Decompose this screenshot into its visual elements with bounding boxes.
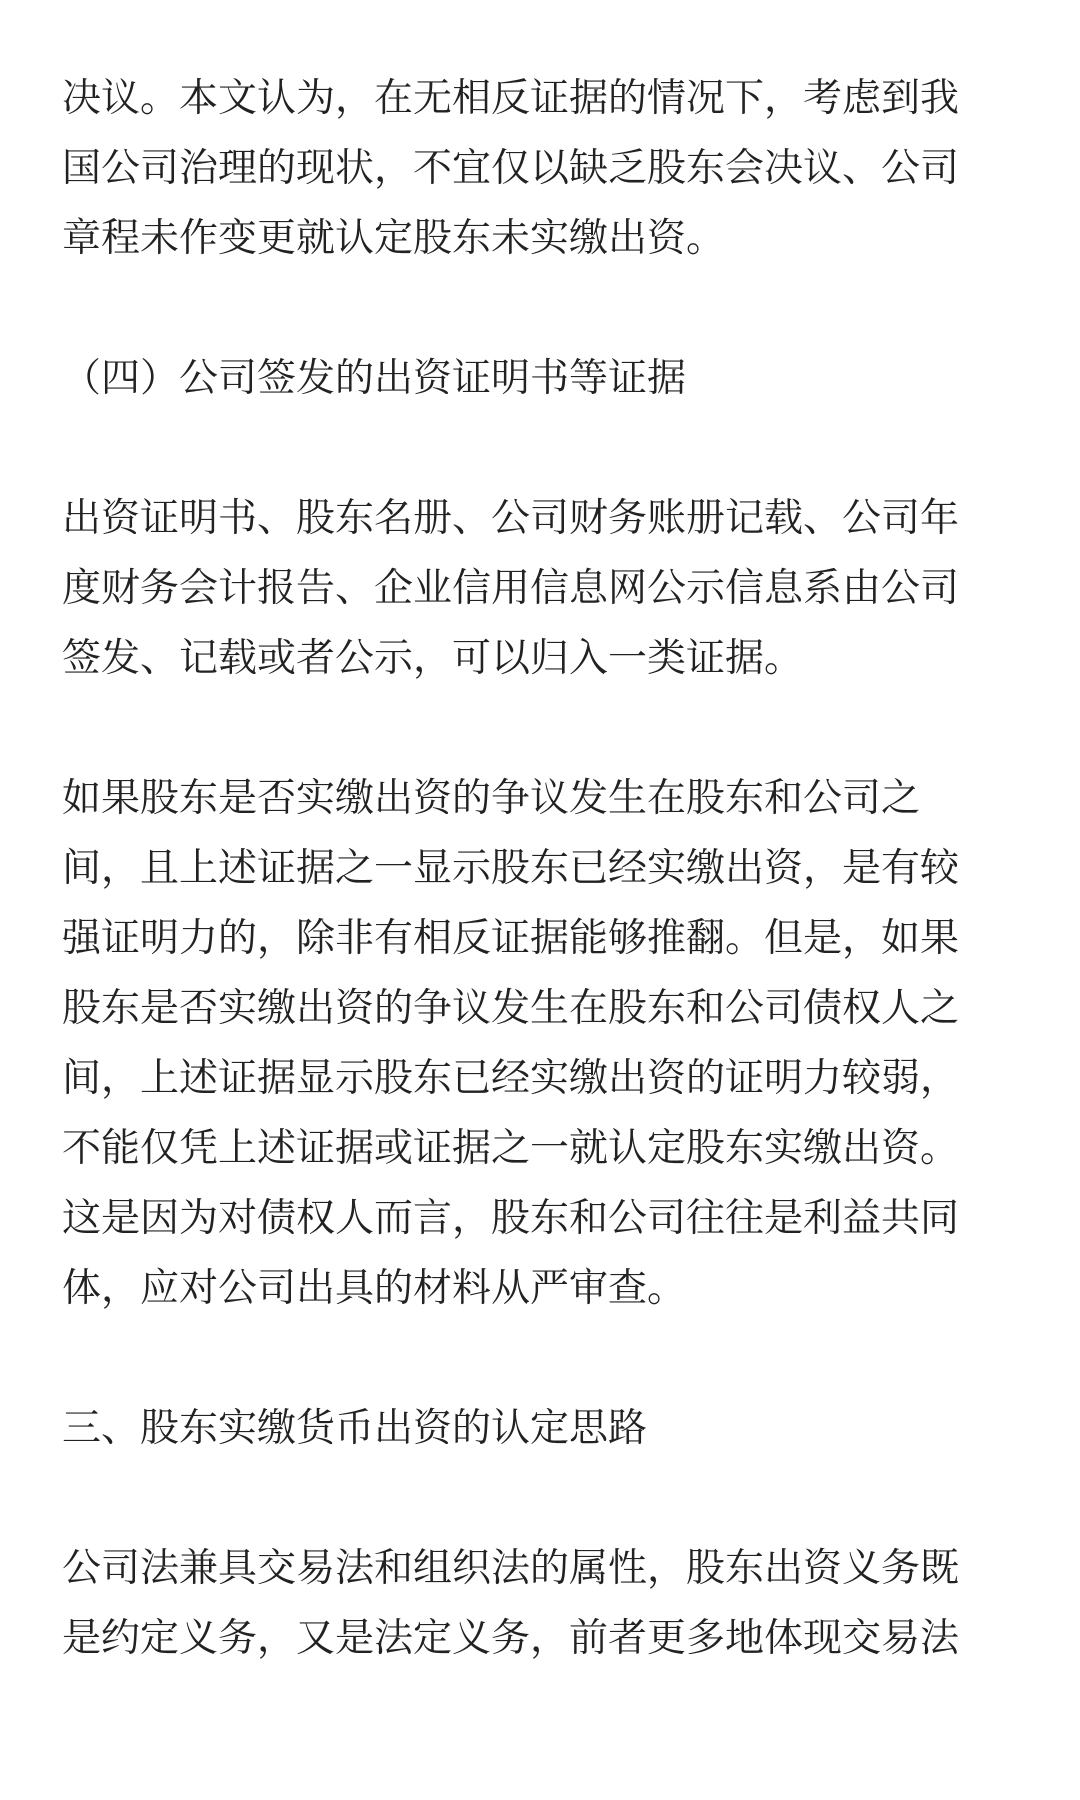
text-line: 度财务会计报告、企业信用信息网公示信息系由公司 — [62, 566, 960, 611]
text-line: 签发、记载或者公示，可以归入一类证据。 — [62, 636, 804, 681]
text-line: 决议。本文认为，在无相反证据的情况下，考虑到我 — [62, 76, 960, 121]
section-heading-text: 三、股东实缴货币出资的认定思路 — [62, 1406, 648, 1451]
paragraph-1 — [62, 64, 1018, 274]
text-line: 不能仅凭上述证据或证据之一就认定股东实缴出资。 — [62, 1126, 960, 1171]
text-line: 这是因为对债权人而言，股东和公司往往是利益共同 — [62, 1196, 960, 1241]
section-heading-text: （四）公司签发的出资证明书等证据 — [62, 356, 687, 401]
text-line: 是约定义务，又是法定义务，前者更多地体现交易法 — [62, 1616, 960, 1661]
text-line: 如果股东是否实缴出资的争议发生在股东和公司之 — [62, 776, 921, 821]
text-line: 出资证明书、股东名册、公司财务账册记载、公司年 — [62, 496, 960, 541]
text-line: 强证明力的，除非有相反证据能够推翻。但是，如果 — [62, 916, 960, 961]
section-heading-4 — [62, 344, 1018, 414]
text-line: 体，应对公司出具的材料从严审查。 — [62, 1266, 687, 1311]
text-line: 公司法兼具交易法和组织法的属性，股东出资义务既 — [62, 1546, 960, 1591]
text-line: 间，且上述证据之一显示股东已经实缴出资，是有较 — [62, 846, 960, 891]
section-heading-3 — [62, 1394, 1018, 1464]
paragraph-4 — [62, 1534, 1018, 1674]
text-line: 国公司治理的现状，不宜仅以缺乏股东会决议、公司 — [62, 146, 960, 191]
text-line: 间，上述证据显示股东已经实缴出资的证明力较弱， — [62, 1056, 960, 1101]
text-line: 股东是否实缴出资的争议发生在股东和公司债权人之 — [62, 986, 960, 1031]
text-line: 章程未作变更就认定股东未实缴出资。 — [62, 216, 726, 261]
paragraph-3 — [62, 764, 1018, 1324]
paragraph-2 — [62, 484, 1018, 694]
